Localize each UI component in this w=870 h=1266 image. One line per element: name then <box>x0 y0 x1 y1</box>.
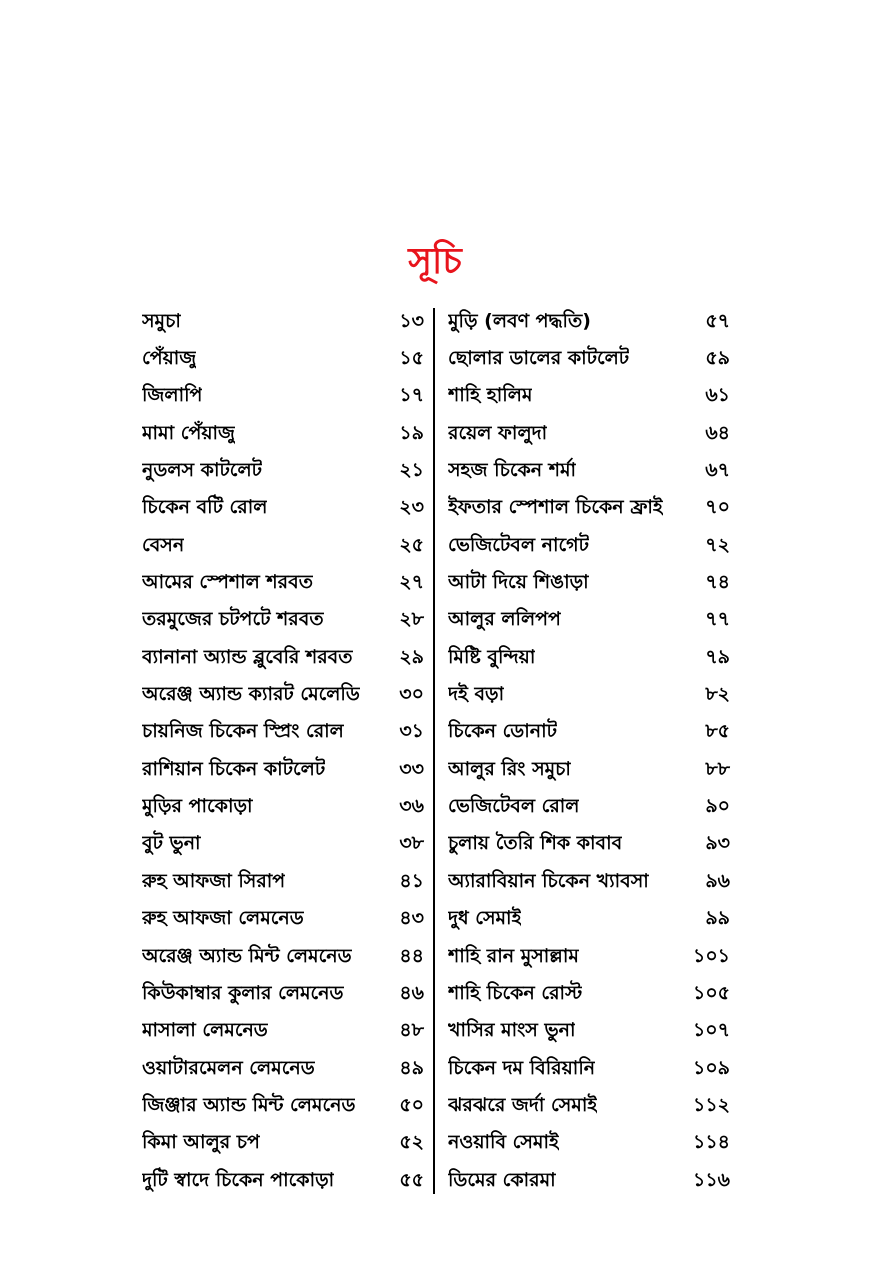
toc-entry-page-number: ২৩ <box>399 496 424 519</box>
toc-entry <box>142 715 424 752</box>
toc-entry <box>142 1126 424 1163</box>
toc-entry <box>142 827 424 864</box>
toc-entry <box>142 752 424 789</box>
toc-entry-page-number: ৫২ <box>399 1131 424 1154</box>
toc-entry-title: ঝরঝরে জর্দা সেমাই <box>448 1093 598 1116</box>
toc-entry-page-number: ২৯ <box>399 645 424 668</box>
toc-entry-title: নুডলস কাটলেট <box>142 459 262 482</box>
toc-entry <box>142 1051 424 1088</box>
toc-entry <box>448 453 730 490</box>
toc-entry-title: চিকেন বটি রোল <box>142 496 268 519</box>
toc-entry <box>142 902 424 939</box>
toc-entry-title: খাসির মাংস ভুনা <box>448 1019 576 1042</box>
toc-entry-title: মাসালা লেমনেড <box>142 1019 268 1042</box>
toc-entry <box>448 789 730 826</box>
toc-entry-page-number: ১০৯ <box>692 1056 730 1079</box>
toc-entry-page-number: ৮২ <box>705 683 730 706</box>
toc-entry-page-number: ৭৭ <box>705 608 730 631</box>
toc-entry-title: আটা দিয়ে শিঙাড়া <box>448 571 589 594</box>
toc-entry-page-number: ২৮ <box>399 608 424 631</box>
toc-entry <box>448 864 730 901</box>
toc-entry <box>448 603 730 640</box>
toc-entry-page-number: ৯৬ <box>705 869 730 892</box>
toc-entry-title: দই বড়া <box>448 683 505 706</box>
toc-entry <box>142 304 424 341</box>
toc-entry <box>448 1126 730 1163</box>
toc-entry-page-number: ৫৭ <box>705 309 730 332</box>
toc-entry-page-number: ৩৩ <box>399 757 424 780</box>
toc-entry-page-number: ৪৬ <box>399 981 424 1004</box>
toc-entry <box>448 1163 730 1200</box>
toc-entry <box>448 1088 730 1125</box>
toc-entry-title: রুহ আফজা সিরাপ <box>142 869 286 892</box>
toc-entry <box>448 341 730 378</box>
toc-entry <box>448 379 730 416</box>
toc-entry <box>142 864 424 901</box>
toc-entry-title: বেসন <box>142 533 185 556</box>
toc-entry <box>448 976 730 1013</box>
toc-entry-page-number: ৪৯ <box>399 1056 424 1079</box>
toc-entry-title: দুধ সেমাই <box>448 907 522 930</box>
toc-entry <box>142 1014 424 1051</box>
toc-entry-title: রয়েল ফালুদা <box>448 421 548 444</box>
toc-entry-title: শাহি হালিম <box>448 384 533 407</box>
toc-entry-title: অরেঞ্জ অ্যান্ড মিন্ট লেমনেড <box>142 944 352 967</box>
column-divider <box>433 308 435 1194</box>
toc-entry-title: কিমা আলুর চপ <box>142 1131 260 1154</box>
toc-entry-page-number: ৩০ <box>399 683 424 706</box>
toc-entry <box>448 827 730 864</box>
toc-entry-title: নওয়াবি সেমাই <box>448 1131 559 1154</box>
toc-entry-page-number: ৯৯ <box>705 907 730 930</box>
toc-entry-title: শাহি রান মুসাল্লাম <box>448 944 579 967</box>
toc-entry-page-number: ৫০ <box>399 1093 424 1116</box>
toc-entry-page-number: ৮৫ <box>705 720 730 743</box>
toc-entry-page-number: ২৫ <box>399 533 424 556</box>
toc-entry-page-number: ২১ <box>399 459 424 482</box>
toc-entry-page-number: ৯০ <box>705 795 730 818</box>
toc-entry-page-number: ১০৫ <box>692 981 730 1004</box>
toc-entry <box>448 752 730 789</box>
toc-entry-page-number: ১৭ <box>399 384 424 407</box>
toc-entry-title: ভেজিটেবল রোল <box>448 795 580 818</box>
toc-entry-title: মুড়ি (লবণ পদ্ধতি) <box>448 309 591 332</box>
toc-entry-title: মিষ্টি বুন্দিয়া <box>448 645 536 668</box>
toc-entry-title: রুহ আফজা লেমনেড <box>142 907 304 930</box>
toc-entry <box>142 789 424 826</box>
toc-entry-title: আমের স্পেশাল শরবত <box>142 571 313 594</box>
toc-entry-page-number: ১১৬ <box>692 1168 730 1191</box>
toc-entry-page-number: ৩৮ <box>399 832 424 855</box>
toc-entry <box>142 528 424 565</box>
toc-entry <box>448 1014 730 1051</box>
toc-entry-title: আলুর ললিপপ <box>448 608 561 631</box>
toc-entry-page-number: ৭২ <box>705 533 730 556</box>
toc-entry-title: ডিমের কোরমা <box>448 1168 556 1191</box>
toc-entry-title: মামা পেঁয়াজু <box>142 421 236 444</box>
toc-entry <box>142 1088 424 1125</box>
toc-entry-page-number: ৬৪ <box>705 421 730 444</box>
toc-entry-page-number: ৬১ <box>705 384 730 407</box>
toc-entry-page-number: ৬৭ <box>705 459 730 482</box>
toc-entry-page-number: ৩১ <box>399 720 424 743</box>
toc-entry <box>448 640 730 677</box>
toc-entry <box>448 902 730 939</box>
toc-entry <box>448 677 730 714</box>
toc-entry-title: তরমুজের চটপটে শরবত <box>142 608 324 631</box>
toc-entry <box>142 491 424 528</box>
toc-entry-page-number: ৪৪ <box>399 944 424 967</box>
toc-entry-title: ছোলার ডালের কাটলেট <box>448 347 630 370</box>
toc-right-column <box>448 304 730 1200</box>
toc-entry <box>142 379 424 416</box>
toc-entry-page-number: ৭০ <box>705 496 730 519</box>
toc-entry-page-number: ৫৯ <box>705 347 730 370</box>
toc-entry-title: চিকেন ডোনাট <box>448 720 557 743</box>
toc-entry-page-number: ১৯ <box>399 421 424 444</box>
toc-entry-title: চুলায় তৈরি শিক কাবাব <box>448 832 623 855</box>
toc-entry-title: দুটি স্বাদে চিকেন পাকোড়া <box>142 1168 335 1191</box>
toc-entry <box>448 528 730 565</box>
toc-entry-page-number: ৯৩ <box>705 832 730 855</box>
toc-entry-title: অ্যারাবিয়ান চিকেন খ্যাবসা <box>448 869 649 892</box>
page-title: সূচি <box>408 241 462 282</box>
toc-entry-page-number: ৩৬ <box>399 795 424 818</box>
toc-entry <box>142 341 424 378</box>
toc-entry-title: ইফতার স্পেশাল চিকেন ফ্রাই <box>448 496 663 519</box>
toc-entry-title: অরেঞ্জ অ্যান্ড ক্যারট মেলেডি <box>142 683 360 706</box>
toc-entry <box>142 453 424 490</box>
toc-entry <box>142 1163 424 1200</box>
toc-entry-page-number: ৪৩ <box>399 907 424 930</box>
toc-entry <box>142 976 424 1013</box>
toc-entry-title: ভেজিটেবল নাগেট <box>448 533 589 556</box>
toc-entry <box>448 1051 730 1088</box>
toc-entry-page-number: ৪১ <box>399 869 424 892</box>
toc-entry <box>142 939 424 976</box>
toc-entry <box>448 565 730 602</box>
toc-entry <box>142 416 424 453</box>
toc-entry-page-number: ১১৪ <box>693 1131 730 1154</box>
toc-entry-title: কিউকাম্বার কুলার লেমনেড <box>142 981 344 1004</box>
toc-entry <box>448 715 730 752</box>
toc-entry-title: ব্যানানা অ্যান্ড ব্লুবেরি শরবত <box>142 645 353 668</box>
toc-entry <box>142 677 424 714</box>
toc-entry-title: চায়নিজ চিকেন স্প্রিং রোল <box>142 720 344 743</box>
toc-entry-page-number: ৪৮ <box>399 1019 424 1042</box>
toc-entry-title: ওয়াটারমেলন লেমনেড <box>142 1056 315 1079</box>
toc-entry-title: শাহি চিকেন রোস্ট <box>448 981 583 1004</box>
toc-entry-page-number: ৭৯ <box>705 645 730 668</box>
toc-entry-title: সমুচা <box>142 309 181 332</box>
toc-entry-title: জিঞ্জার অ্যান্ড মিন্ট লেমনেড <box>142 1093 356 1116</box>
toc-entry <box>448 939 730 976</box>
toc-entry-page-number: ১১২ <box>692 1093 730 1116</box>
toc-entry-page-number: ৫৫ <box>399 1168 424 1191</box>
toc-entry-title: সহজ চিকেন শর্মা <box>448 459 577 482</box>
toc-entry-page-number: ১০১ <box>692 944 730 967</box>
toc-entry <box>448 491 730 528</box>
toc-entry-title: রাশিয়ান চিকেন কাটলেট <box>142 757 326 780</box>
toc-entry-title: পেঁয়াজু <box>142 347 197 370</box>
toc-entry-page-number: ১৫ <box>399 347 424 370</box>
toc-entry-title: বুট ভুনা <box>142 832 201 855</box>
toc-entry-page-number: ১০৭ <box>692 1019 730 1042</box>
toc-entry-page-number: ১৩ <box>399 309 424 332</box>
toc-entry-title: আলুর রিং সমুচা <box>448 757 571 780</box>
toc-entry <box>142 565 424 602</box>
toc-entry <box>142 603 424 640</box>
toc-entry-page-number: ২৭ <box>399 571 424 594</box>
toc-left-column <box>142 304 424 1200</box>
toc-entry <box>142 640 424 677</box>
toc-entry-title: চিকেন দম বিরিয়ানি <box>448 1056 596 1079</box>
toc-entry-title: জিলাপি <box>142 384 203 407</box>
toc-entry-page-number: ৮৮ <box>705 757 730 780</box>
toc-entry <box>448 304 730 341</box>
toc-entry-page-number: ৭৪ <box>705 571 730 594</box>
toc-entry <box>448 416 730 453</box>
toc-entry-title: মুড়ির পাকোড়া <box>142 795 253 818</box>
